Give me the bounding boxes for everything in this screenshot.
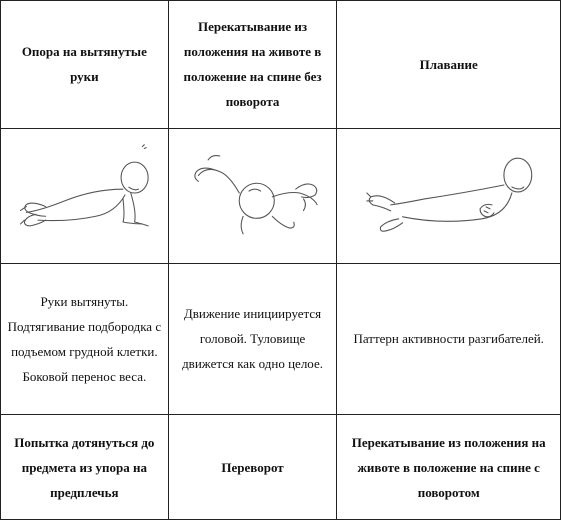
illustration-cell-extended-arms [1,128,169,263]
header-cell-swimming [337,1,561,129]
header-roll-no-rotation-text: Перекатывание из положения на животе в положение на спине без поворота [183,19,322,110]
footer-roll-rotation-text: Перекатывание из положения на животе в положение на спине с поворотом [351,434,546,500]
description-cell-swimming [337,263,561,415]
footer-row [1,415,561,520]
baby-swimming-pattern-drawing [343,129,554,263]
footer-cell-reach [1,415,169,520]
description-row [1,263,561,415]
footer-cell-roll-rotation [337,415,561,520]
description-cell-roll-no-rotation [168,263,337,415]
header-cell-extended-arms [1,1,169,129]
header-row [1,1,561,129]
header-swimming-text: Плавание [419,56,478,72]
description-swimming-text: Паттерн активности разгибателей. [353,331,544,347]
baby-prone-extended-arms-drawing [7,129,162,263]
illustration-row [1,128,561,263]
footer-reach-text: Попытка дотянуться до предмета из упора на предплечья [14,434,155,500]
description-roll-no-rotation-text: Движение инициируется головой. Туловище движется как одно целое. [182,306,323,372]
header-cell-roll-no-rotation [168,1,337,129]
footer-rollover-text: Переворот [221,459,284,475]
illustration-cell-swimming [337,128,561,263]
header-extended-arms-text: Опора на вытянутые руки [21,44,147,85]
description-cell-extended-arms [1,263,169,415]
footer-cell-rollover [168,415,337,520]
baby-rolling-without-rotation-drawing [175,129,331,263]
illustration-cell-roll-no-rotation [168,128,337,263]
description-extended-arms-text: Руки вытянуты. Подтягивание подбородка с подъемом грудной клетки. Боковой перенос веса. [7,293,162,384]
